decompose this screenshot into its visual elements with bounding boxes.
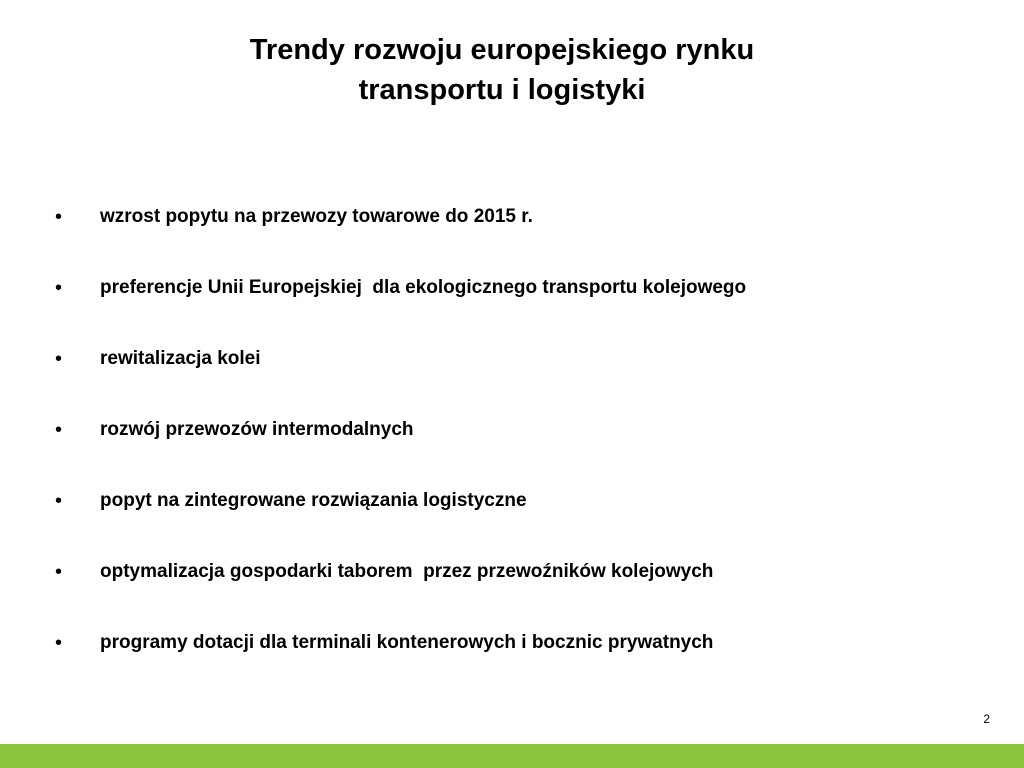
bullet-item	[0, 199, 1024, 270]
bullet-text: preferencje Unii Europejskiej dla ekologicznego transportu kolejowego	[100, 277, 747, 298]
slide-title-line-2: transportu i logistyki	[358, 74, 646, 106]
bullet-item	[0, 341, 1024, 412]
page-number: 2	[983, 712, 990, 726]
bullet-item	[0, 270, 1024, 341]
bullet-icon: •	[55, 206, 63, 228]
bullet-item	[0, 412, 1024, 483]
bullet-text: wzrost popytu na przewozy towarowe do 2015 r.	[100, 206, 533, 227]
bullet-icon: •	[55, 490, 63, 512]
slide-title	[0, 30, 1004, 110]
bullet-item	[0, 625, 1024, 696]
slide-title-line-1: Trendy rozwoju europejskiego rynku	[249, 34, 755, 66]
bullet-text: rewitalizacja kolei	[100, 348, 261, 369]
bullet-icon: •	[55, 632, 63, 654]
bullet-text: popyt na zintegrowane rozwiązania logistyczne	[100, 490, 527, 511]
bullet-icon: •	[55, 419, 63, 441]
bullet-text: rozwój przewozów intermodalnych	[100, 419, 414, 440]
bullet-item	[0, 483, 1024, 554]
bullet-icon: •	[55, 348, 63, 370]
bullet-text: programy dotacji dla terminali kontenerowych i bocznic prywatnych	[100, 632, 714, 653]
footer-bar	[0, 744, 1024, 768]
bullet-text: optymalizacja gospodarki taborem przez przewoźników kolejowych	[100, 561, 714, 582]
bullet-list	[0, 199, 1024, 696]
bullet-item	[0, 554, 1024, 625]
bullet-icon: •	[55, 561, 63, 583]
bullet-icon: •	[55, 277, 63, 299]
